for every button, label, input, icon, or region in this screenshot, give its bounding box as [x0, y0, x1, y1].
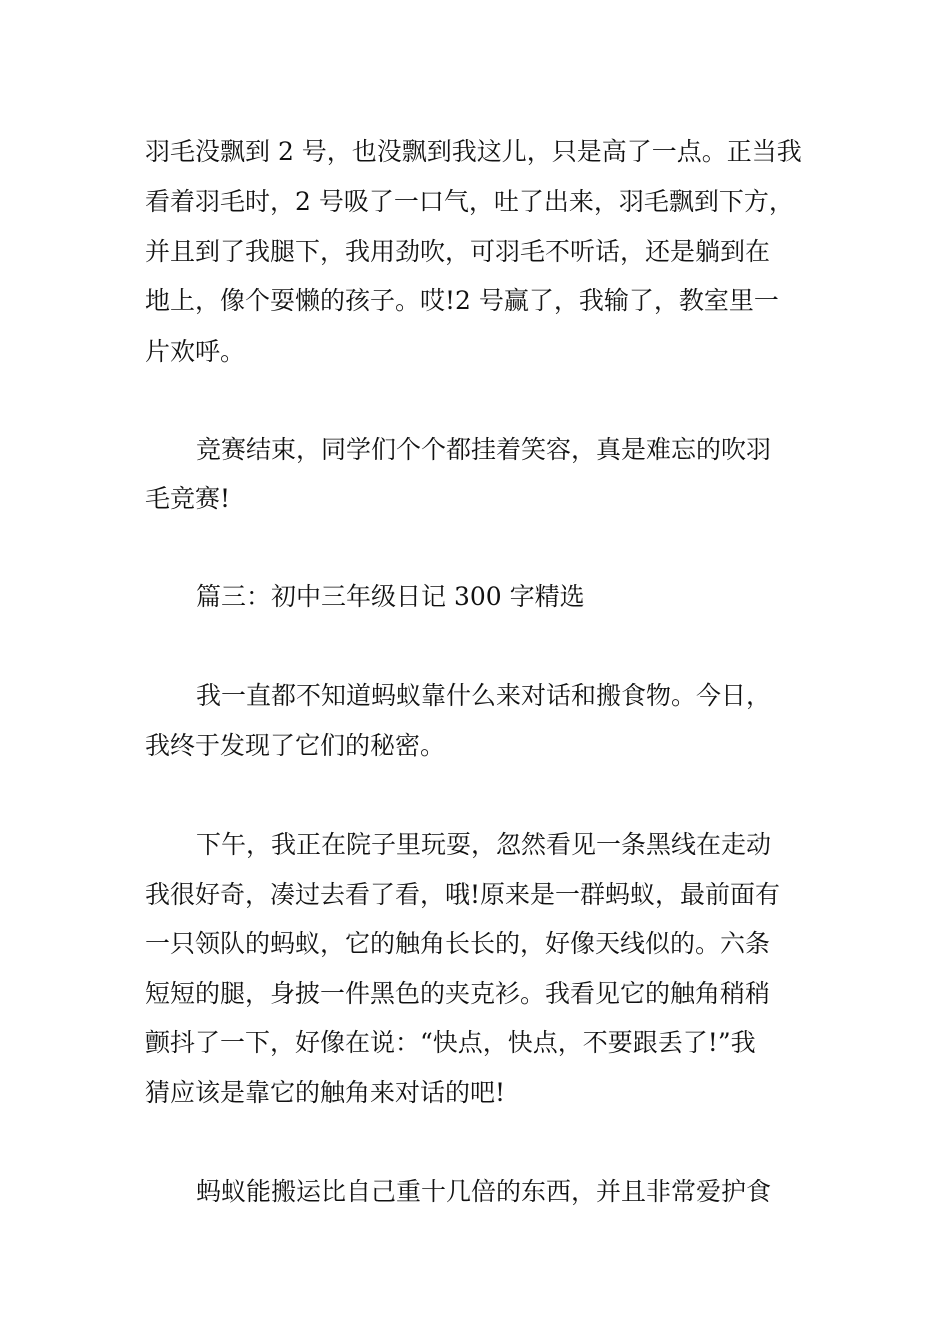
paragraph-4-line-2: 我终于发现了它们的秘密。 — [145, 731, 446, 760]
paragraph-1-line-4: 地上，像个耍懒的孩子。哎!2 号赢了，我输了，教室里一 — [145, 286, 779, 315]
paragraph-1-line-2: 看着羽毛时，2 号吸了一口气，吐了出来，羽毛飘到下方， — [145, 187, 794, 216]
paragraph-5-line-1: 下午，我正在院子里玩耍，忽然看见一条黑线在走动 — [196, 830, 772, 859]
paragraph-5-line-6: 猜应该是靠它的触角来对话的吧! — [145, 1078, 506, 1107]
paragraph-5-line-3: 一只领队的蚂蚁，它的触角长长的，好像天线似的。六条 — [145, 929, 771, 958]
section-heading: 篇三：初中三年级日记 300 字精选 — [196, 582, 585, 611]
paragraph-2-line-2: 毛竞赛! — [145, 484, 231, 513]
paragraph-5-line-5: 颤抖了一下，好像在说：“快点，快点，不要跟丢了!”我 — [145, 1028, 756, 1057]
paragraph-4-line-1: 我一直都不知道蚂蚁靠什么来对话和搬食物。今日， — [196, 681, 772, 710]
paragraph-2-line-1: 竞赛结束，同学们个个都挂着笑容，真是难忘的吹羽 — [196, 435, 772, 464]
paragraph-1-line-1: 羽毛没飘到 2 号，也没飘到我这儿，只是高了一点。正当我 — [145, 137, 802, 166]
paragraph-5-line-4: 短短的腿，身披一件黑色的夹克衫。我看见它的触角稍稍 — [145, 979, 771, 1008]
paragraph-5-line-2: 我很好奇，凑过去看了看，哦!原来是一群蚂蚁，最前面有 — [145, 880, 781, 909]
paragraph-6-line-1: 蚂蚁能搬运比自己重十几倍的东西，并且非常爱护食 — [196, 1177, 772, 1206]
paragraph-1-line-3: 并且到了我腿下，我用劲吹，可羽毛不听话，还是躺到在 — [145, 237, 771, 266]
paragraph-1-line-5: 片欢呼。 — [145, 337, 246, 366]
